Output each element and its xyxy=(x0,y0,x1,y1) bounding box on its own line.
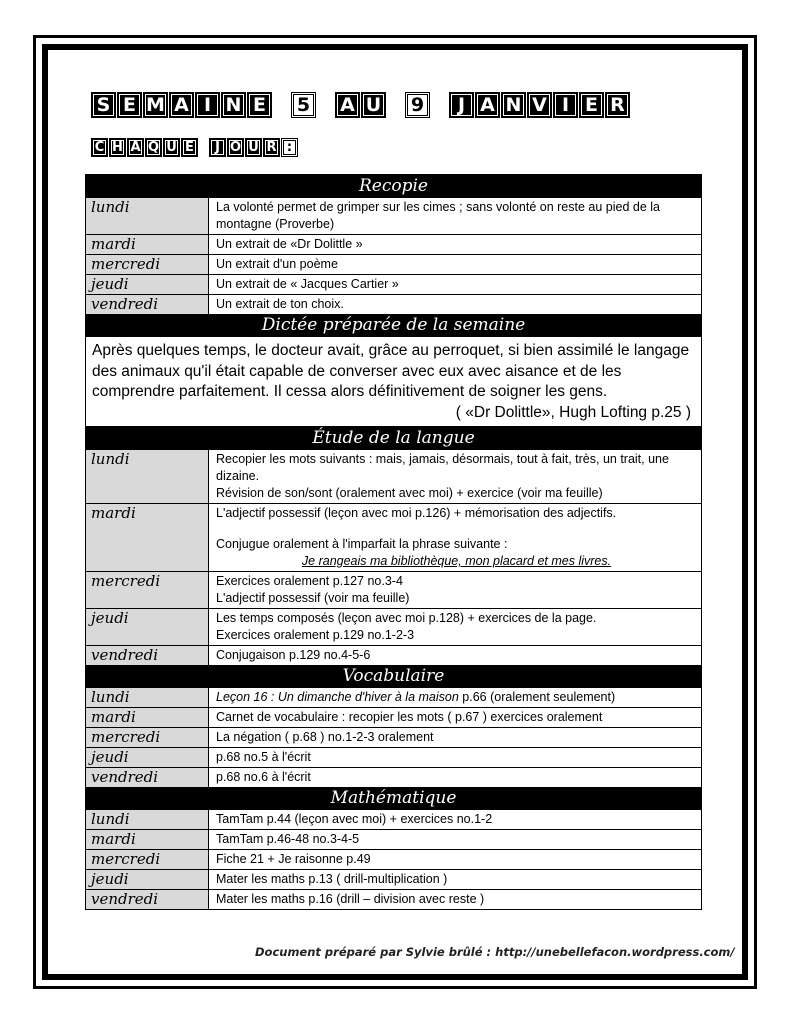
title-char: R xyxy=(605,92,630,118)
schedule-row-mercredi xyxy=(86,255,701,275)
schedule-row-jeudi xyxy=(86,609,701,646)
page-subtitle xyxy=(91,138,298,157)
task-cell xyxy=(209,646,701,665)
title-word xyxy=(449,92,630,118)
footer-credit: Document préparé par Sylvie brûlé : http://unebellefacon.wordpress.com/ xyxy=(255,945,735,959)
task-cell xyxy=(209,688,701,707)
task-line: L'adjectif possessif (voir ma feuille) xyxy=(216,591,410,605)
section-header-recopie: Recopie xyxy=(86,175,701,198)
title-word xyxy=(91,92,272,118)
day-label: vendredi xyxy=(86,768,209,787)
title-char: A xyxy=(335,92,360,118)
schedule-row-lundi xyxy=(86,810,701,830)
task-line: TamTam p.44 (leçon avec moi) + exercices no.1-2 xyxy=(216,812,493,826)
section-vocabulaire-rows xyxy=(86,688,701,787)
task-line: Mater les maths p.16 (drill – division avec reste ) xyxy=(216,892,485,906)
section-recopie-rows xyxy=(86,198,701,314)
task-cell xyxy=(209,609,701,645)
task-line: Un extrait de ton choix. xyxy=(216,297,344,311)
task-line: Un extrait de « Jacques Cartier » xyxy=(216,277,399,291)
task-cell xyxy=(209,890,701,909)
task-line: Carnet de vocabulaire : recopier les mots ( p.67 ) exercices oralement xyxy=(216,710,603,724)
task-line: Conjugaison p.129 no.4-5-6 xyxy=(216,648,371,662)
task-rest: p.66 (oralement seulement) xyxy=(458,690,616,704)
schedule-row-mardi xyxy=(86,830,701,850)
task-cell xyxy=(209,504,701,571)
task-line xyxy=(216,689,697,706)
day-label: lundi xyxy=(86,688,209,707)
task-cell xyxy=(209,728,701,747)
subtitle-char: U xyxy=(163,138,180,157)
title-word xyxy=(291,92,316,118)
task-line: L'adjectif possessif (leçon avec moi p.126) + mémorisation des adjectifs. xyxy=(216,506,617,520)
schedule-row-vendredi xyxy=(86,890,701,909)
title-char: N xyxy=(221,92,246,118)
day-label: mardi xyxy=(86,504,209,571)
schedule-row-jeudi xyxy=(86,748,701,768)
section-header-dictee: Dictée préparée de la semaine xyxy=(86,314,701,337)
day-label: jeudi xyxy=(86,275,209,294)
section-header-maths: Mathématique xyxy=(86,787,701,810)
task-cell xyxy=(209,810,701,829)
subtitle-char: C xyxy=(91,138,108,157)
task-line: La volonté permet de grimper sur les cimes ; sans volonté on reste au pied de la montagne (Proverbe) xyxy=(216,200,660,231)
dictee-text: Après quelques temps, le docteur avait, grâce au perroquet, si bien assimilé le langage des animaux qu'il était capable de converser avec eux avec aisance et de les comprendre parfaitement. Il cessa alors définitivement de soigner les gens. xyxy=(92,342,690,400)
schedule-row-lundi xyxy=(86,198,701,235)
task-line: Fiche 21 + Je raisonne p.49 xyxy=(216,852,371,866)
task-cell xyxy=(209,830,701,849)
task-line: Les temps composés (leçon avec moi p.128) + exercices de la page. xyxy=(216,611,597,625)
task-line: Mater les maths p.13 ( drill-multiplication ) xyxy=(216,872,448,886)
schedule-row-vendredi xyxy=(86,646,701,665)
schedule-row-vendredi xyxy=(86,768,701,787)
section-maths-rows xyxy=(86,810,701,909)
day-label: mercredi xyxy=(86,255,209,274)
task-line: Un extrait de «Dr Dolittle » xyxy=(216,237,363,251)
task-cell xyxy=(209,870,701,889)
title-word xyxy=(335,92,386,118)
section-header-langue: Étude de la langue xyxy=(86,427,701,450)
title-char: N xyxy=(501,92,526,118)
task-line: p.68 no.5 à l'écrit xyxy=(216,750,311,764)
title-char: E xyxy=(247,92,272,118)
section-langue-rows xyxy=(86,450,701,665)
task-line: p.68 no.6 à l'écrit xyxy=(216,770,311,784)
task-cell xyxy=(209,708,701,727)
title-char: E xyxy=(579,92,604,118)
task-cell xyxy=(209,198,701,234)
task-cell xyxy=(209,850,701,869)
title-char: U xyxy=(361,92,386,118)
title-char: V xyxy=(527,92,552,118)
title-char: I xyxy=(195,92,220,118)
title-char: 9 xyxy=(405,92,430,118)
task-line xyxy=(216,522,697,536)
title-char: A xyxy=(475,92,500,118)
task-cell xyxy=(209,768,701,787)
day-label: mardi xyxy=(86,708,209,727)
subtitle-char: : xyxy=(281,138,298,157)
day-label: mercredi xyxy=(86,850,209,869)
day-label: lundi xyxy=(86,810,209,829)
schedule-table xyxy=(85,174,702,910)
subtitle-char: H xyxy=(109,138,126,157)
schedule-row-jeudi xyxy=(86,870,701,890)
subtitle-char: E xyxy=(181,138,198,157)
schedule-row-mercredi xyxy=(86,728,701,748)
section-header-vocabulaire: Vocabulaire xyxy=(86,665,701,688)
subtitle-char: Q xyxy=(145,138,162,157)
task-line: Révision de son/sont (oralement avec moi) + exercice (voir ma feuille) xyxy=(216,486,603,500)
day-label: jeudi xyxy=(86,609,209,645)
schedule-row-mardi xyxy=(86,235,701,255)
title-char: E xyxy=(117,92,142,118)
task-cell xyxy=(209,255,701,274)
task-line: Conjugue oralement à l'imparfait la phrase suivante : xyxy=(216,537,508,551)
task-cell xyxy=(209,275,701,294)
schedule-row-lundi xyxy=(86,688,701,708)
dictee-block xyxy=(86,337,701,427)
title-char: M xyxy=(143,92,168,118)
schedule-row-mardi xyxy=(86,504,701,572)
subtitle-char: U xyxy=(245,138,262,157)
title-char: A xyxy=(169,92,194,118)
title-char: J xyxy=(449,92,474,118)
day-label: vendredi xyxy=(86,646,209,665)
title-char: S xyxy=(91,92,116,118)
task-cell xyxy=(209,295,701,314)
task-line: Un extrait d'un poème xyxy=(216,257,338,271)
task-cell xyxy=(209,748,701,767)
day-label: jeudi xyxy=(86,748,209,767)
day-label: mercredi xyxy=(86,728,209,747)
schedule-row-jeudi xyxy=(86,275,701,295)
title-char: 5 xyxy=(291,92,316,118)
day-label: lundi xyxy=(86,450,209,503)
task-line: Exercices oralement p.127 no.3-4 xyxy=(216,574,403,588)
page-title xyxy=(91,92,630,118)
day-label: lundi xyxy=(86,198,209,234)
schedule-row-vendredi xyxy=(86,295,701,314)
day-label: jeudi xyxy=(86,870,209,889)
task-underlined-sentence: Je rangeais ma bibliothèque, mon placard et mes livres. xyxy=(301,554,612,568)
schedule-row-mercredi xyxy=(86,850,701,870)
day-label: mardi xyxy=(86,830,209,849)
task-line: Exercices oralement p.129 no.1-2-3 xyxy=(216,628,415,642)
subtitle-char: J xyxy=(209,138,226,157)
task-line: TamTam p.46-48 no.3-4-5 xyxy=(216,832,360,846)
task-line: La négation ( p.68 ) no.1-2-3 oralement xyxy=(216,730,434,744)
schedule-row-mercredi xyxy=(86,572,701,609)
task-cell xyxy=(209,450,701,503)
task-cell xyxy=(209,572,701,608)
task-line: Recopier les mots suivants : mais, jamais, désormais, tout à fait, très, un trait, une dizaine. xyxy=(216,452,669,483)
day-label: mardi xyxy=(86,235,209,254)
schedule-row-mardi xyxy=(86,708,701,728)
subtitle-char: O xyxy=(227,138,244,157)
schedule-row-lundi xyxy=(86,450,701,504)
subtitle-char: A xyxy=(127,138,144,157)
title-char: I xyxy=(553,92,578,118)
day-label: vendredi xyxy=(86,295,209,314)
task-italic-title: Leçon 16 : Un dimanche d'hiver à la maison xyxy=(216,690,459,704)
subtitle-char: R xyxy=(263,138,280,157)
subtitle-gap xyxy=(199,138,208,157)
dictee-source: ( «Dr Dolittle», Hugh Lofting p.25 ) xyxy=(455,403,691,421)
day-label: vendredi xyxy=(86,890,209,909)
title-word xyxy=(405,92,430,118)
task-cell xyxy=(209,235,701,254)
day-label: mercredi xyxy=(86,572,209,608)
